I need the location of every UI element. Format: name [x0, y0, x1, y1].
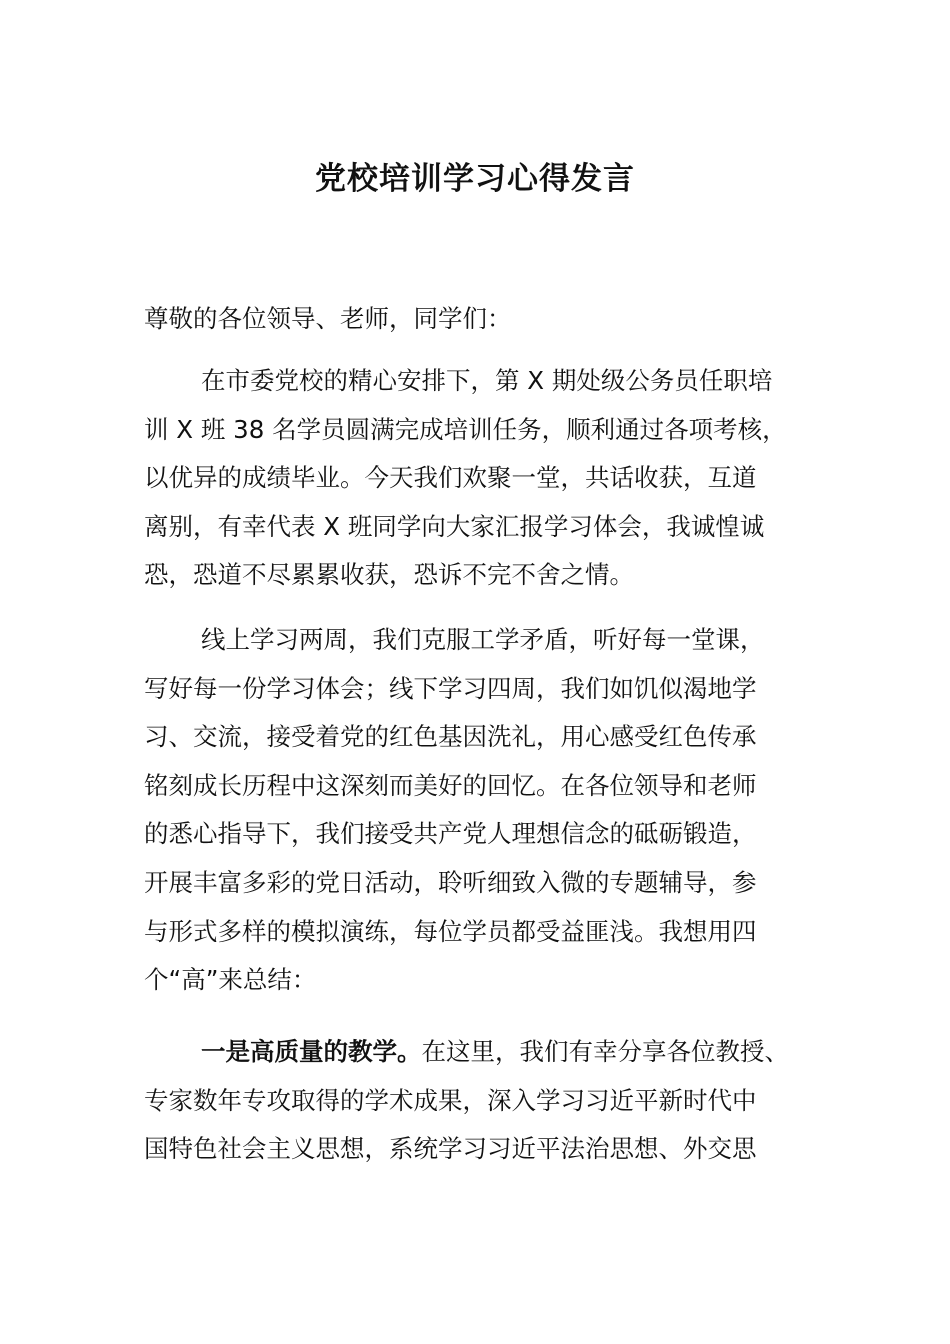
paragraph-3 [144, 1028, 824, 1174]
paragraph-line: 离别，有幸代表 X 班同学向大家汇报学习体会，我诚惶诚 [144, 511, 765, 541]
salutation: 尊敬的各位领导、老师，同学们： [144, 304, 512, 333]
paragraph-line: 写好每一份学习体会；线下学习四周，我们如饥似渴地学 [144, 673, 757, 703]
paragraph-line: 国特色社会主义思想，系统学习习近平法治思想、外交思 [144, 1134, 757, 1164]
paragraph-line: 以优异的成绩毕业。今天我们欢聚一堂，共话收获，互道 [144, 463, 757, 493]
paragraph-first-line [144, 1028, 824, 1077]
paragraph-line: 的悉心指导下，我们接受共产党人理想信念的砥砺锻造， [144, 819, 757, 849]
paragraph-line: 训 X 班 38 名学员圆满完成培训任务，顺利通过各项考核， [144, 414, 787, 444]
paragraph-line: 专家数年专攻取得的学术成果，深入学习习近平新时代中 [144, 1085, 757, 1115]
paragraph-line: 恐，恐道不尽累累收获，恐诉不完不舍之情。 [144, 560, 634, 590]
paragraph-line: 习、交流，接受着党的红色基因洗礼，用心感受红色传承 [144, 722, 757, 752]
paragraph-line: 线上学习两周，我们克服工学矛盾，听好每一堂课， [201, 625, 765, 654]
paragraph-line: 铭刻成长历程中这深刻而美好的回忆。在各位领导和老师 [144, 770, 757, 800]
paragraph-line-rest: 在这里，我们有幸分享各位教授、 [421, 1037, 789, 1066]
paragraph-2 [144, 616, 824, 1005]
paragraph-line: 开展丰富多彩的党日活动，聆听细致入微的专题辅导，参 [144, 867, 757, 897]
paragraph-line: 在市委党校的精心安排下，第 X 期处级公务员任职培 [201, 366, 773, 395]
document-title: 党校培训学习心得发言 [315, 161, 635, 197]
paragraph-line: 个“高”来总结： [144, 965, 317, 995]
paragraph-1 [144, 357, 824, 600]
section-lead-heading: 一是高质量的教学。 [201, 1037, 422, 1066]
paragraph-line: 与形式多样的模拟演练，每位学员都受益匪浅。我想用四 [144, 916, 757, 946]
